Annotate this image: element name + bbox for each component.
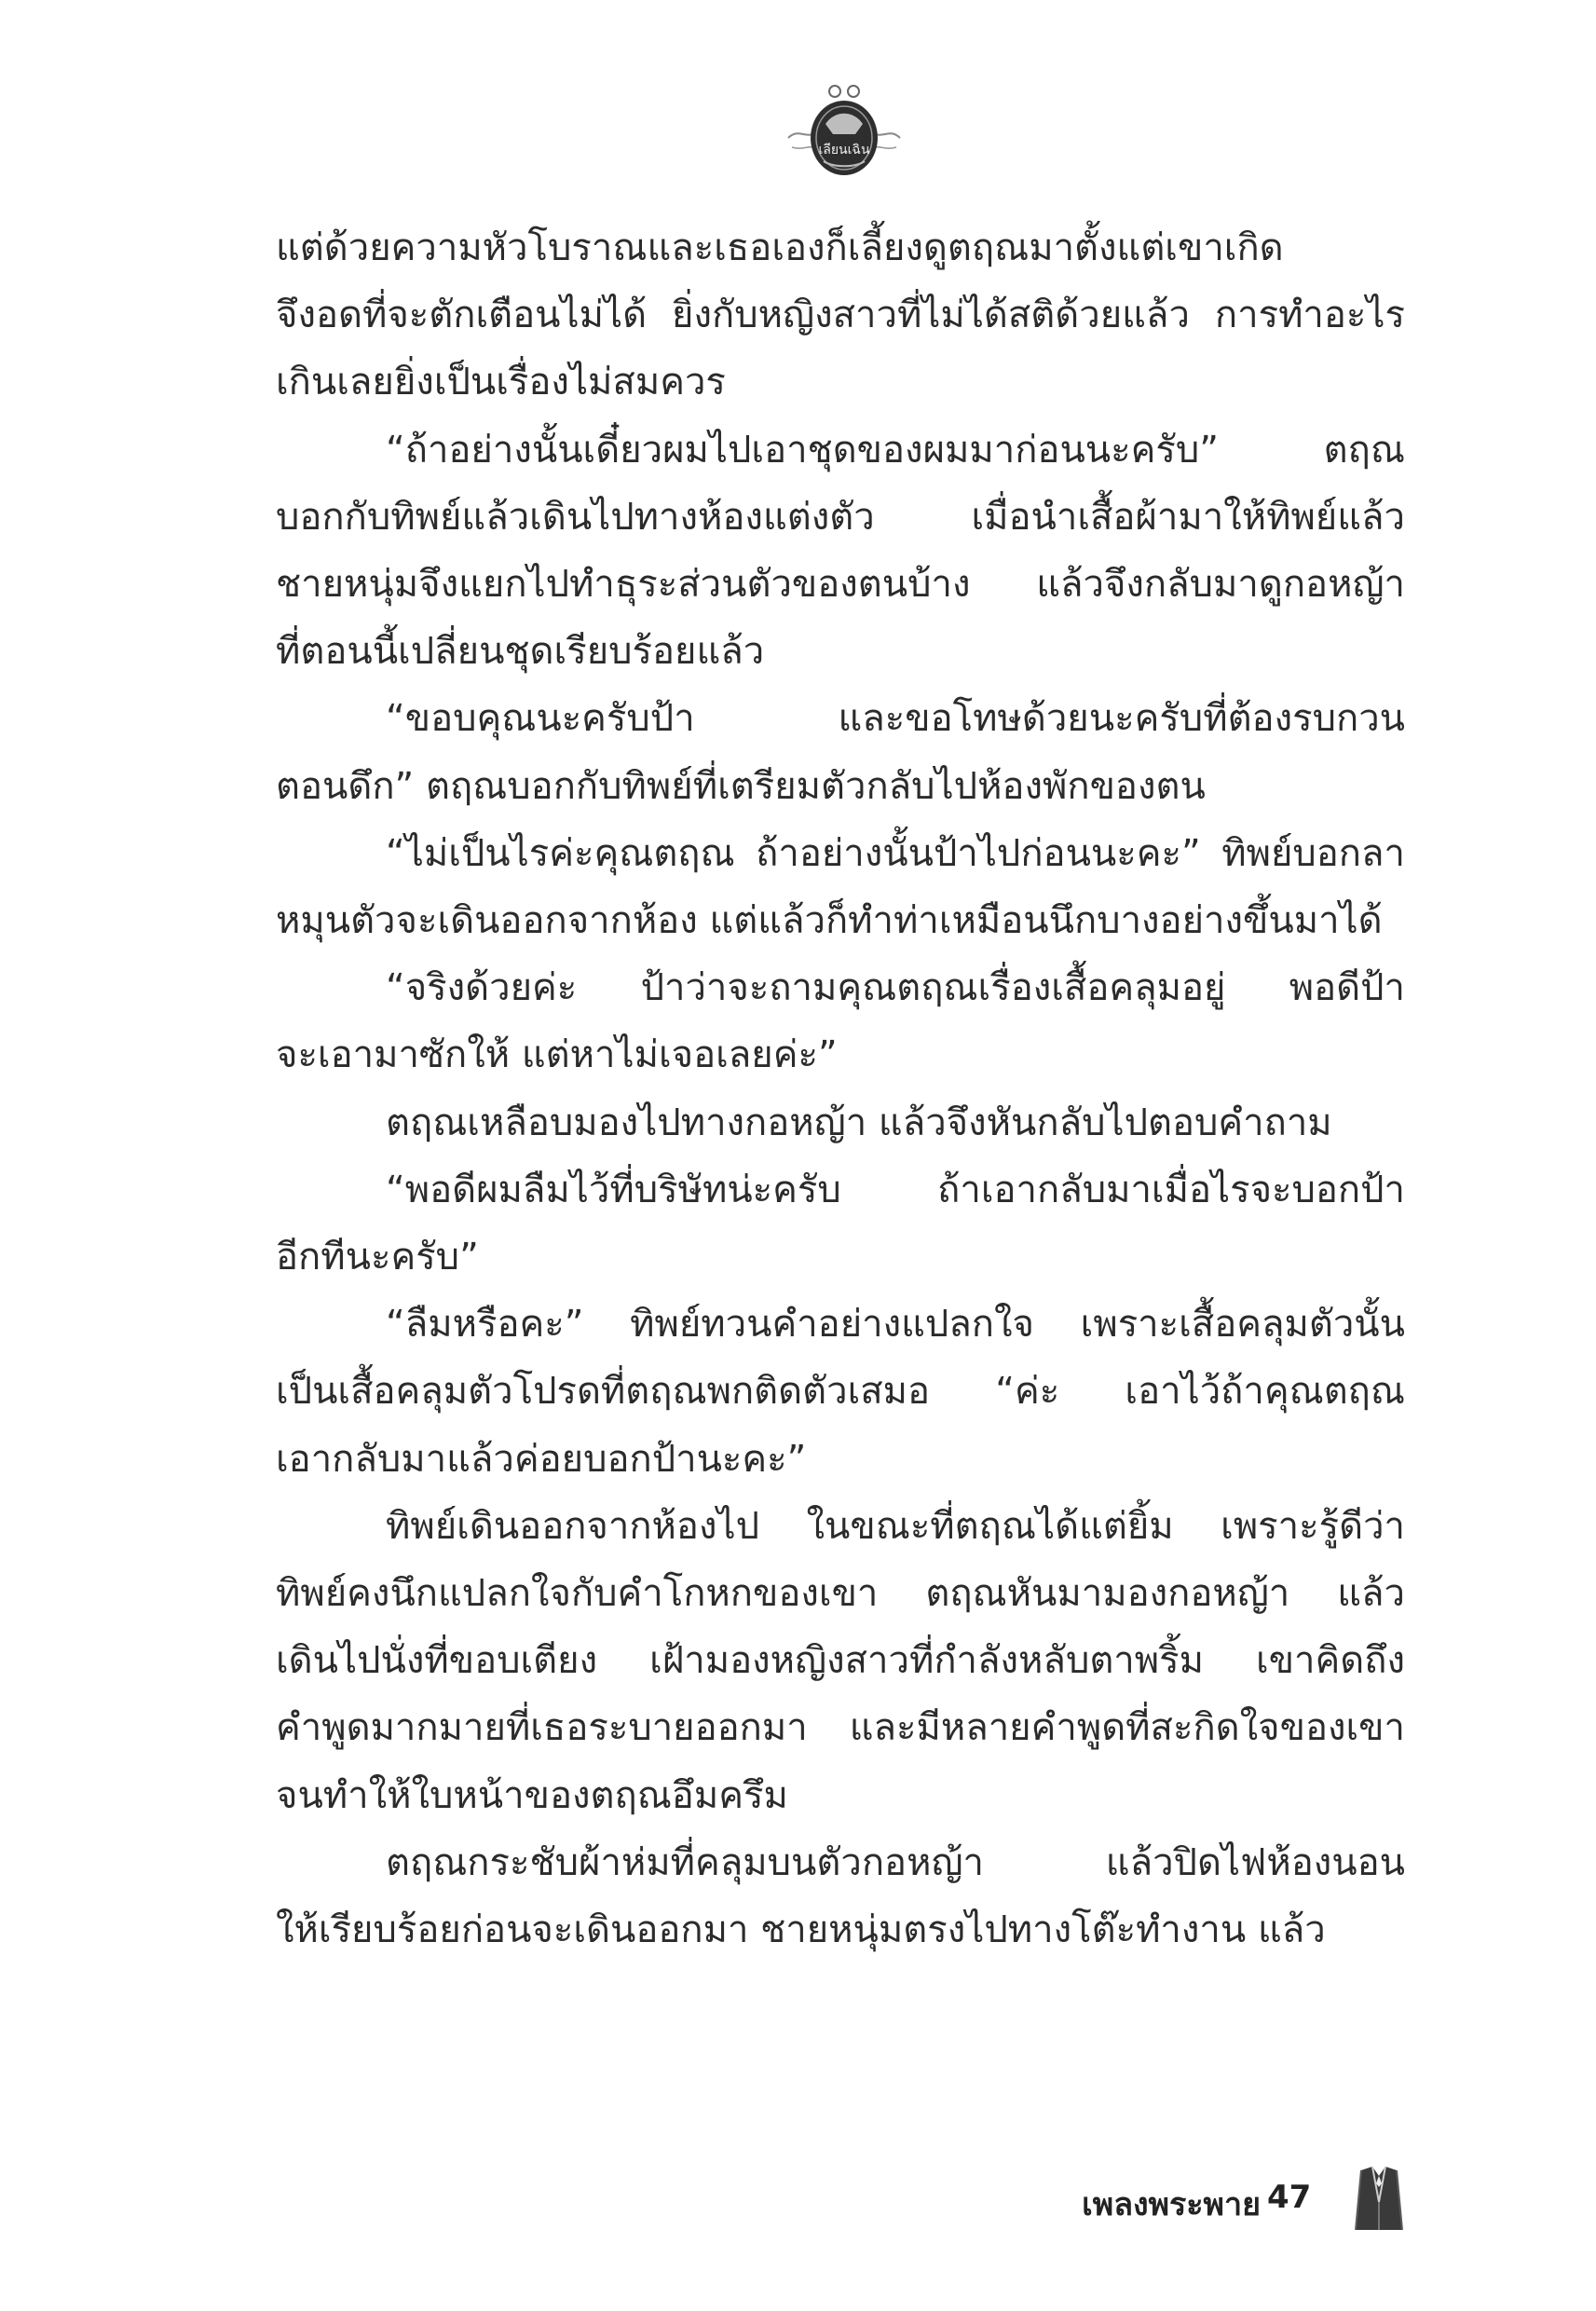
text-line: ที่ตอนนี้เปลี่ยนชุดเรียบร้อยแล้ว xyxy=(276,630,765,674)
text-line: ตฤณเหลือบมองไปทางกอหญ้า แล้วจึงหันกลับไปตอบคำถาม xyxy=(386,1101,1332,1144)
text-line: ตอนดึก” ตฤณบอกกับทิพย์ที่เตรียมตัวกลับไปห้องพักของตน xyxy=(276,764,1206,808)
page-number: 47 xyxy=(1267,2179,1312,2216)
suit-jacket-icon xyxy=(1354,2165,1404,2234)
text-line: จนทำให้ใบหน้าของตฤณอึมครึม xyxy=(276,1773,788,1817)
text-line: เอากลับมาแล้วค่อยบอกป้านะคะ” xyxy=(276,1437,807,1481)
text-line: แต่ด้วยความหัวโบราณและเธอเองก็เลี้ยงดูตฤณมาตั้งแต่เขาเกิด xyxy=(276,226,1284,269)
ornate-oval-emblem-icon xyxy=(779,73,909,185)
text-line: “พอดีผมลืมไว้ที่บริษัทน่ะครับ ถ้าเอากลับมาเมื่อไรจะบอกป้า xyxy=(386,1168,1405,1211)
text-line: “ลืมหรือคะ” ทิพย์ทวนคำอย่างแปลกใจ เพราะเสื้อคลุมตัวนั้น xyxy=(386,1303,1405,1347)
text-line: เกินเลยยิ่งเป็นเรื่องไม่สมควร xyxy=(276,361,726,404)
text-line: “จริงด้วยค่ะ ป้าว่าจะถามคุณตฤณเรื่องเสื้อคลุมอยู่ พอดีป้า xyxy=(386,966,1405,1010)
text-line: “ถ้าอย่างนั้นเดี๋ยวผมไปเอาชุดของผมมาก่อนนะครับ” ตฤณ xyxy=(386,428,1405,472)
text-line: จึงอดที่จะตักเตือนไม่ได้ ยิ่งกับหญิงสาวที่ไม่ได้สติด้วยแล้ว การทำอะไร xyxy=(276,294,1405,337)
text-line: เดินไปนั่งที่ขอบเตียง เฝ้ามองหญิงสาวที่กำลังหลับตาพริ้ม เขาคิดถึง xyxy=(276,1639,1405,1683)
svg-text:เลียนเฉิน: เลียนเฉิน xyxy=(818,143,870,157)
text-line: บอกกับทิพย์แล้วเดินไปทางห้องแต่งตัว เมื่อนำเสื้อผ้ามาให้ทิพย์แล้ว xyxy=(276,495,1405,539)
text-line: จะเอามาซักให้ แต่หาไม่เจอเลยค่ะ” xyxy=(276,1033,838,1077)
text-line: ตฤณกระชับผ้าห่มที่คลุมบนตัวกอหญ้า แล้วปิดไฟห้องนอน xyxy=(386,1840,1405,1884)
body-text xyxy=(276,214,1405,1963)
book-title: เพลงพระพาย xyxy=(1082,2186,1261,2223)
text-line: ชายหนุ่มจึงแยกไปทำธุระส่วนตัวของตนบ้าง แล้วจึงกลับมาดูกอหญ้า xyxy=(276,563,1405,607)
text-line: คำพูดมากมายที่เธอระบายออกมา และมีหลายคำพูดที่สะกิดใจของเขา xyxy=(276,1706,1405,1750)
page-footer xyxy=(0,2160,1596,2244)
text-line: “ไม่เป็นไรค่ะคุณตฤณ ถ้าอย่างนั้นป้าไปก่อนนะคะ” ทิพย์บอกลา xyxy=(386,831,1405,875)
text-line: ทิพย์เดินออกจากห้องไป ในขณะที่ตฤณได้แต่ยิ้ม เพราะรู้ดีว่า xyxy=(386,1504,1405,1548)
text-line: อีกทีนะครับ” xyxy=(276,1236,479,1279)
text-line: “ขอบคุณนะครับป้า และขอโทษด้วยนะครับที่ต้องรบกวน xyxy=(386,697,1405,741)
text-line: เป็นเสื้อคลุมตัวโปรดที่ตฤณพกติดตัวเสมอ “ค่ะ เอาไว้ถ้าคุณตฤณ xyxy=(276,1370,1405,1414)
text-line: ทิพย์คงนึกแปลกใจกับคำโกหกของเขา ตฤณหันมามองกอหญ้า แล้ว xyxy=(276,1572,1405,1616)
text-line: หมุนตัวจะเดินออกจากห้อง แต่แล้วก็ทำท่าเหมือนนึกบางอย่างขึ้นมาได้ xyxy=(276,899,1383,943)
text-line: ให้เรียบร้อยก่อนจะเดินออกมา ชายหนุ่มตรงไปทางโต๊ะทำงาน แล้ว xyxy=(276,1908,1326,1952)
